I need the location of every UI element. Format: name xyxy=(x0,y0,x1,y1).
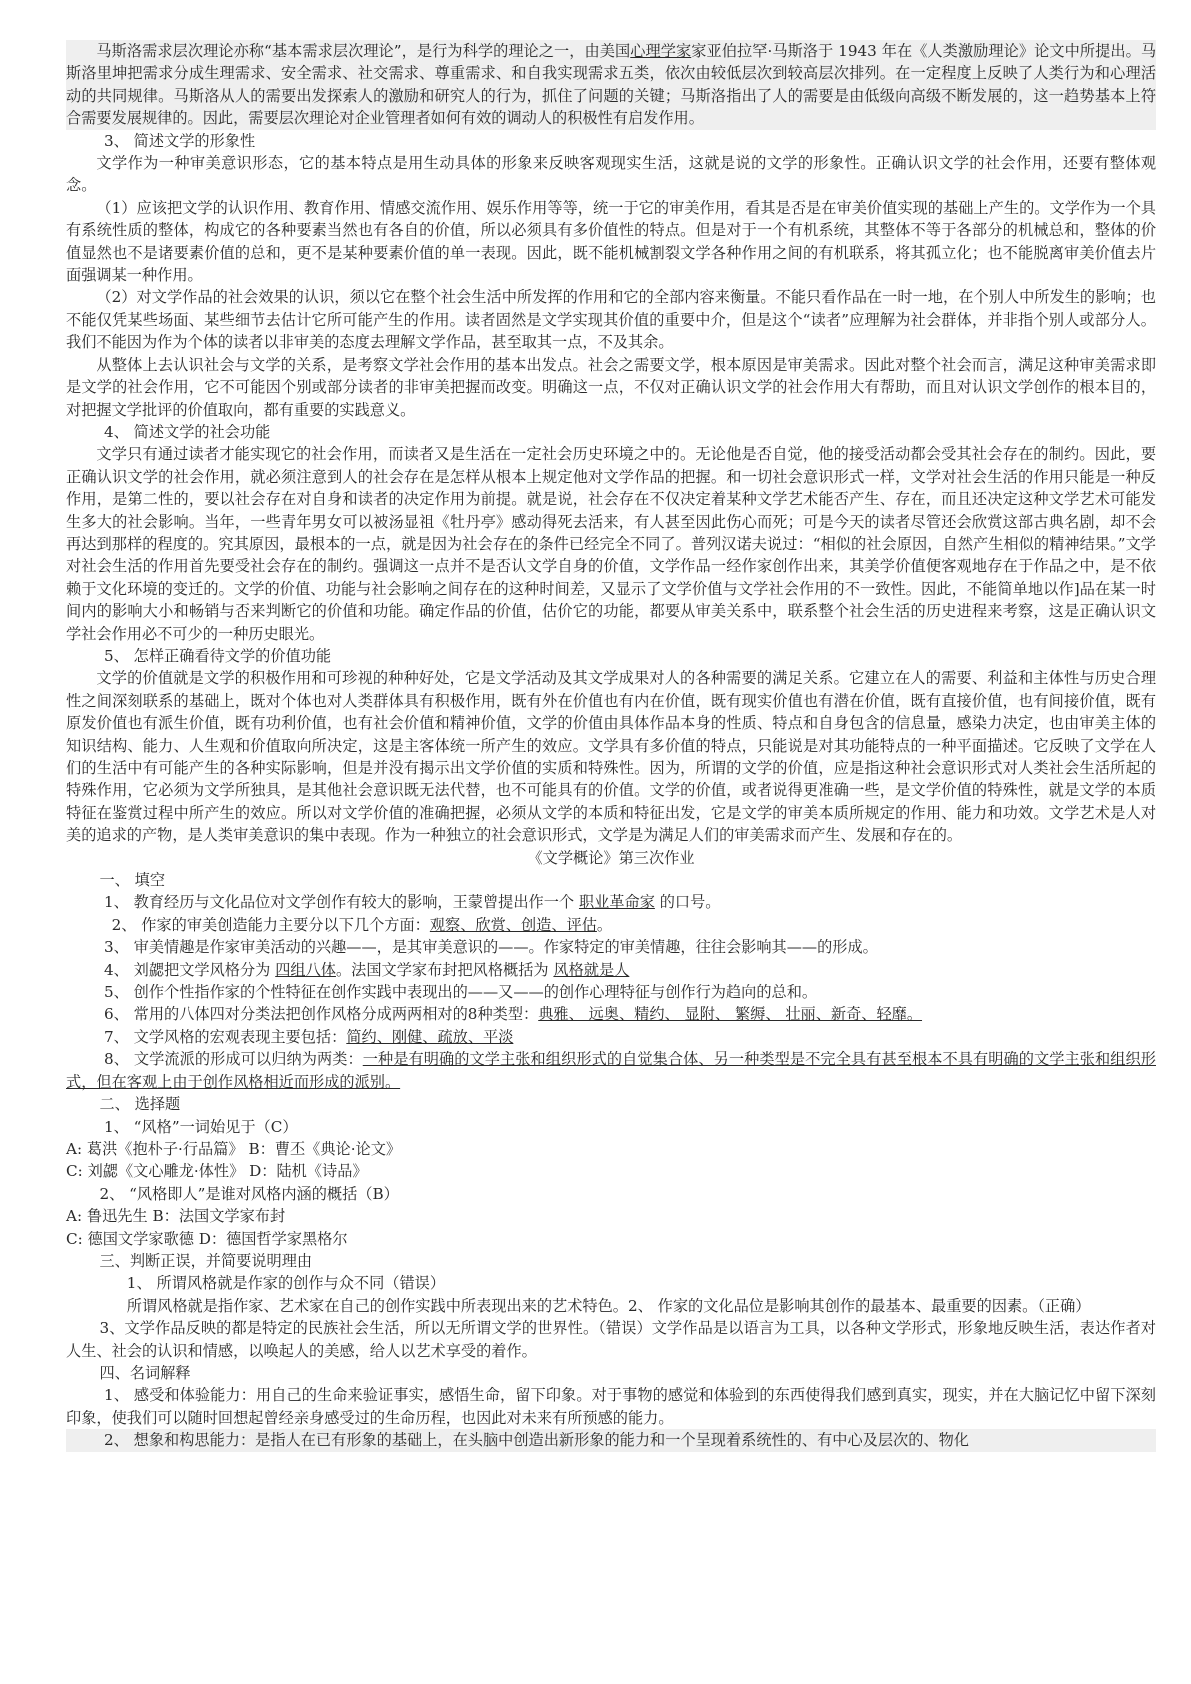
answer-text: 简约、刚健、疏放、平淡 xyxy=(346,1027,514,1046)
paragraph xyxy=(66,1048,1156,1093)
text-run: 5、 怎样正确看待文学的价值功能 xyxy=(104,646,332,665)
paragraph xyxy=(66,443,1156,645)
text-run: 三、判断正误，并简要说明理由 xyxy=(99,1251,313,1270)
text-run: C: 德国文学家歌德 D：德国哲学家黑格尔 xyxy=(66,1229,348,1248)
paragraph xyxy=(66,981,1156,1003)
paragraph xyxy=(66,914,1156,936)
answer-text: 观察、欣赏、创造、评估 xyxy=(429,915,597,934)
paragraph xyxy=(66,354,1156,421)
text-run: 二、 选择题 xyxy=(99,1095,181,1114)
text-run: 从整体上去认识社会与文学的关系，是考察文学社会作用的基本出发点。社会之需要文学，根本原因是审美需求。因此对整个社会而言，满足这种审美需求即是文学的社会作用，它不可能因个别或部分读者的非审美把握而改变。明确这一点，不仅对正确认识文学的社会作用大有帮助，而且对认识文学创作的根本目的，对把握文学批评的价值取向，都有重要的实践意义。 xyxy=(66,355,1156,419)
text-run: 文学作为一种审美意识形态，它的基本特点是用生动具体的形象来反映客观现实生活，这就是说的文学的形象性。正确认识文学的社会作用，还要有整体观念。 xyxy=(66,154,1156,195)
text-run: 4、 刘勰把文学风格分为 xyxy=(104,960,276,979)
document-page xyxy=(66,40,1156,1452)
paragraph xyxy=(66,869,1156,891)
text-run: 8、 文学流派的形成可以归纳为两类： xyxy=(104,1050,363,1069)
text-run: 的口号。 xyxy=(654,893,721,912)
text-run: 四、名词解释 xyxy=(99,1363,191,1382)
paragraph xyxy=(66,1228,1156,1250)
paragraph xyxy=(66,1026,1156,1048)
text-run: 2、 想象和构思能力：是指人在已有形象的基础上，在头脑中创造出新形象的能力和一个呈现着系统性的、有中心及层次的、物化 xyxy=(104,1431,969,1450)
text-run: 3、 简述文学的形象性 xyxy=(104,131,256,150)
text-run: 3、 审美情趣是作家审美活动的兴趣——，是其审美意识的——。作家特定的审美情趣，往往会影响其——的形成。 xyxy=(104,938,878,957)
text-run: C: 刘勰《文心雕龙·体性》 D：陆机《诗品》 xyxy=(66,1162,368,1181)
paragraph xyxy=(66,197,1156,287)
text-run: 马斯洛需求层次理论亦称“基本需求层次理论”，是行为科学的理论之一，由美国 xyxy=(96,42,631,60)
text-run: 家亚伯拉罕·马斯洛于 1943 年在《人类激励理论》论文中所提出。马斯洛里坤把需求分成生理需求、安全需求、社交需求、尊重需求、和自我实现需求五类，依次由较低层次到较高层次排列。在一定程度上反映了人类行为和心理活动的共同规律。马斯洛从人的需要出发探索人的激励和研究人的行为，抓住了问题的关键；马斯洛指出了人的需要是由低级向高级不断发展的，这一趋势基本上符合需要发展规律的。因此，需要层次理论对企业管理者如何有效的调动人的积极性有启发作用。 xyxy=(66,42,1157,128)
paragraph xyxy=(66,1138,1156,1160)
text-run: 5、 创作个性指作家的个性特征在创作实践中表现出的——又——的创作心理特征与创作行为趋向的总和。 xyxy=(104,983,818,1002)
answer-text: 风格就是人 xyxy=(553,960,630,979)
text-run: 2、 作家的审美创造能力主要分以下几个方面： xyxy=(111,915,430,934)
paragraph xyxy=(66,1093,1156,1115)
text-run: 。 xyxy=(596,915,613,934)
paragraph xyxy=(66,1362,1156,1384)
answer-text: 职业革命家 xyxy=(578,893,655,912)
text-run: （1）应该把文学的认识作用、教育作用、情感交流作用、娱乐作用等等，统一于它的审美作用，看其是否是在审美价值实现的基础上产生的。文学作为一个具有系统性质的整体，构成它的各种要素当然也有各自的价值，所以必须具有多价值性的特点。但是对于一个有机系统，其整体不等于各部分的机械总和，整体的价值显然也不是诸要素价值的总和，更不是某种要素价值的单一表现。因此，既不能机械割裂文学各种作用之间的有机联系，将其孤立化；也不能脱离审美价值去片面强调某一种作用。 xyxy=(66,198,1156,285)
text-run: 2、 “风格即人”是谁对风格内涵的概括（B） xyxy=(99,1184,399,1203)
text-run: 《文学概论》第三次作业 xyxy=(527,848,695,867)
paragraph xyxy=(66,1317,1156,1362)
text-run: 文学的价值就是文学的积极作用和可珍视的种种好处，它是文学活动及其文学成果对人的各种需要的满足关系。它建立在人的需要、利益和主体性与历史合理性之间深刻联系的基础上，既对个体也对人类群体具有积极作用，既有外在价值也有内在价值，既有现实价值也有潜在价值，既有直接价值，也有间接价值，既有原发价值也有派生价值，既有功利价值，也有社会价值和精神价值，文学的价值由具体作品本身的性质、特点和自身包含的信息量，感染力决定，也由审美主体的知识结构、能力、人生观和价值取向所决定，这是主客体统一所产生的效应。文学具有多价值的特点，只能说是对其功能特点的一种平面描述。它反映了文学在人们的生活中有可能产生的各种实际影响，但是并没有揭示出文学价值的实质和特殊性。因为，所谓的文学的价值，应是指这种社会意识形式对人类社会生活所起的特殊作用，它必须为文学所独具，是其他社会意识既无法代替，也不可能具有的价值。文学的价值，或者说得更准确一些，是文学价值的特殊性，就是文学的本质特征在鉴赏过程中所产生的效应。所以对文学价值的准确把握，必须从文学的本质和特征出发，它是文学的审美本质所规定的作用、能力和功效。文学艺术是人对美的追求的产物，是人类审美意识的集中表现。作为一种独立的社会意识形式，文学是为满足人们的审美需求而产生、发展和存在的。 xyxy=(66,669,1156,845)
paragraph xyxy=(66,286,1156,353)
text-run: 所谓风格就是指作家、艺术家在自己的创作实践中所表现出来的艺术特色。2、 作家的文化品位是影响其创作的最基本、最重要的因素。（正确） xyxy=(126,1296,1091,1315)
paragraph xyxy=(66,667,1156,846)
paragraph xyxy=(66,1272,1156,1294)
paragraph xyxy=(66,1429,1156,1451)
answer-text: 一种是有明确的文学主张和组织形式的自觉集合体、另一种类型是不完全具有甚至根本不具有明确的文学主张和组织形式，但在客观上由于创作风格相近而形成的派别。 xyxy=(66,1050,1156,1091)
answer-text: 四组八体 xyxy=(275,960,336,979)
text-run: 一、 填空 xyxy=(99,871,166,890)
paragraph xyxy=(66,1205,1156,1227)
text-run: 7、 文学风格的宏观表现主要包括： xyxy=(104,1027,347,1046)
paragraph xyxy=(66,1003,1156,1025)
paragraph xyxy=(66,645,1156,667)
paragraph xyxy=(66,130,1156,152)
paragraph xyxy=(66,152,1156,197)
text-run: 3、文学作品反映的都是特定的民族社会生活，所以无所谓文学的世界性。（错误）文学作品是以语言为工具，以各种文学形式，形象地反映生活，表达作者对人生、社会的认识和情感，以唤起人的美感，给人以艺术享受的着作。 xyxy=(66,1319,1156,1360)
text-run: 4、 简述文学的社会功能 xyxy=(104,422,271,441)
paragraph xyxy=(66,1116,1156,1138)
text-run: 1、 感受和体验能力：用自己的生命来验证事实，感悟生命，留下印象。对于事物的感觉和体验到的东西使得我们感到真实，现实，并在大脑记忆中留下深刻印象，使我们可以随时回想起曾经亲身感受过的生命历程，也因此对未来有所预感的能力。 xyxy=(66,1386,1156,1427)
paragraph xyxy=(66,1183,1156,1205)
paragraph xyxy=(66,1295,1156,1317)
text-run: A: 葛洪《抱朴子·行品篇》 B：曹丕《典论·论文》 xyxy=(66,1139,402,1158)
text-run: 文学只有通过读者才能实现它的社会作用，而读者又是生活在一定社会历史环境之中的。无论他是否自觉，他的接受活动都会受其社会存在的制约。因此，要正确认识文学的社会作用，就必须注意到人的社会存在是怎样从根本上规定他对文学作品的把握。和一切社会意识形式一样，文学对社会生活的作用只能是一种反作用，是第二性的，要以社会存在对自身和读者的决定作用为前提。就是说，社会存在不仅决定着某种文学艺术能否产生、存在，而且还决定这种文学艺术可能发生多大的社会影响。当年，一些青年男女可以被汤显祖《牡丹亭》感动得死去活来，有人甚至因此伤心而死；可是今天的读者尽管还会欣赏这部古典名剧，却不会再达到那样的程度的。究其原因，最根本的一点，就是因为社会存在的条件已经完全不同了。普列汉诺夫说过：“相似的社会原因，自然产生相似的精神结果。”文学对社会生活的作用首先要受社会存在的制约。强调这一点并不是否认文学自身的价值，文学作品一经作家创作出来，其美学价值便客观地存在于作品之中，是不依赖于文化环境的变迁的。文学的价值、功能与社会影响之间存在的这种时间差，又显示了文学价值与文学社会作用的不一致性。因此，不能简单地以作]品在某一时间内的影响大小和畅销与否来判断它的价值和功能。确定作品的价值，估价它的功能，都要从审美关系中，联系整个社会生活的历史进程来考察，这是正确认识文学社会作用必不可少的一种历史眼光。 xyxy=(66,445,1156,643)
text-run: （2）对文学作品的社会效果的认识，须以它在整个社会生活中所发挥的作用和它的全部内容来衡量。不能只看作品在一时一地，在个别人中所发生的影响；也不能仅凭某些场面、某些细节去估计它所可能产生的作用。读者固然是文学实现其价值的重要中介，但是这个“读者”应理解为社会群体，并非指个别人或部分人。我们不能因为作为个体的读者以非审美的态度去理解文学作品，甚至取其一点，不及其余。 xyxy=(66,288,1156,352)
paragraph xyxy=(66,1250,1156,1272)
paragraph xyxy=(66,40,1156,130)
paragraph xyxy=(66,891,1156,913)
text-run: 1、 所谓风格就是作家的创作与众不同（错误） xyxy=(126,1274,446,1293)
paragraph xyxy=(66,421,1156,443)
paragraph xyxy=(66,1384,1156,1429)
text-run: 1、 “风格”一词始见于（C） xyxy=(104,1117,298,1136)
paragraph xyxy=(66,1160,1156,1182)
text-run: A: 鲁迅先生 B：法国文学家布封 xyxy=(66,1207,286,1226)
paragraph xyxy=(66,847,1156,869)
answer-text: 心理学家 xyxy=(630,42,692,60)
text-run: 。法国文学家布封把风格概括为 xyxy=(335,960,554,979)
answer-text: 典雅、 远奥、精约、 显附、 繁缛、 壮丽、新奇、轻靡。 xyxy=(538,1005,923,1024)
text-run: 6、 常用的八体四对分类法把创作风格分成两两相对的8种类型： xyxy=(104,1005,539,1024)
paragraph xyxy=(66,959,1156,981)
paragraph xyxy=(66,936,1156,958)
text-run: 1、 教育经历与文化品位对文学创作有较大的影响，王蒙曾提出作一个 xyxy=(104,893,579,912)
